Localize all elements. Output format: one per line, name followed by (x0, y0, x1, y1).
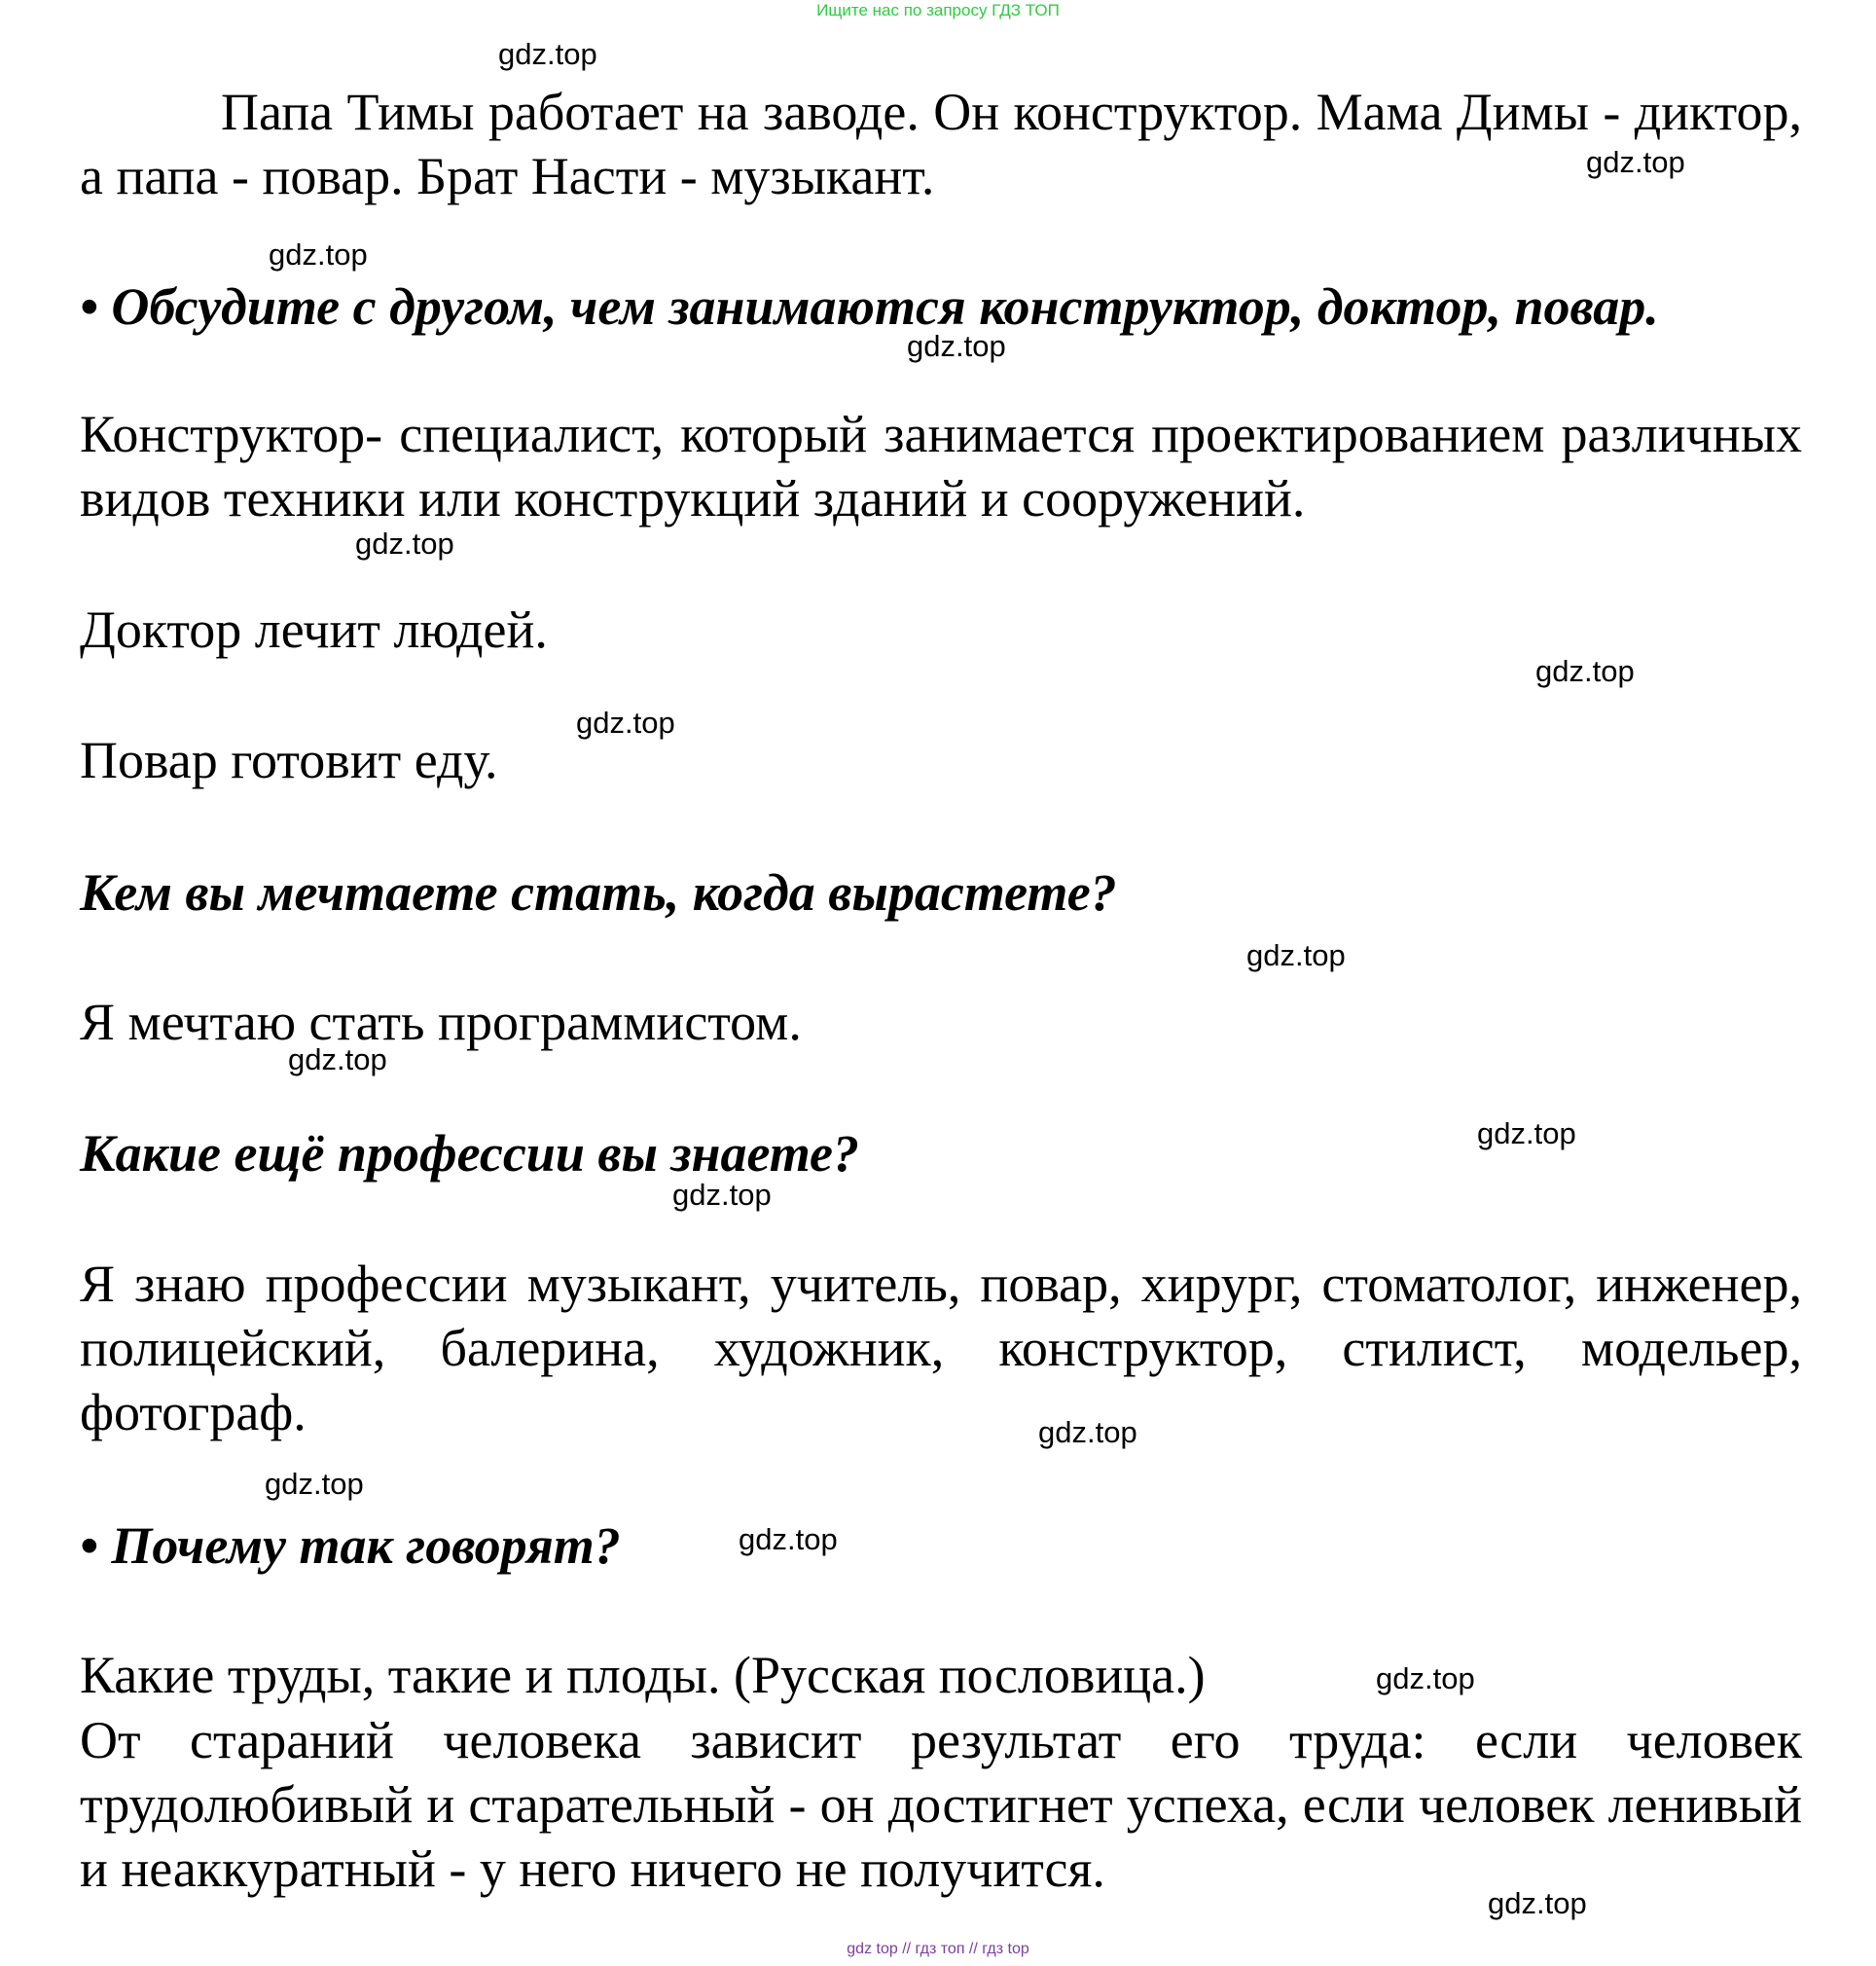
watermark: gdz.top (1477, 1116, 1576, 1150)
watermark: gdz.top (739, 1522, 838, 1556)
answer-cook: Повар готовит еду. (80, 731, 498, 789)
watermark: gdz.top (1488, 1886, 1587, 1920)
question-why: • Почему так говорят? (80, 1516, 621, 1575)
intro-paragraph: Папа Тимы работает на заводе. Он конструктор. Мама Димы - диктор, а папа - повар. Брат Насти - музыкант. (80, 83, 1802, 205)
watermark: gdz.top (498, 37, 597, 71)
top-banner: Ищите нас по запросу ГДЗ ТОП (816, 1, 1060, 19)
watermark: gdz.top (672, 1178, 772, 1212)
watermark: gdz.top (1038, 1415, 1137, 1449)
proverb-explanation: От стараний человека зависит результат его труда: если человек трудолюбивый и старательный - он достигнет успеха, если человек ленивый и неаккуратный - у него ничего не получится. (80, 1711, 1802, 1898)
question-discuss: • Обсудите с другом, чем занимаются конструктор, доктор, повар. (80, 277, 1659, 336)
watermark: gdz.top (355, 527, 454, 561)
watermark: gdz.top (1535, 654, 1635, 688)
watermark: gdz.top (269, 237, 368, 272)
answer-constructor: Конструктор- специалист, который занимается проектированием различных видов техники или конструкций зданий и сооружений. (80, 405, 1802, 528)
question-professions: Какие ещё профессии вы знаете? (80, 1124, 860, 1183)
watermark: gdz.top (1246, 938, 1346, 972)
watermark: gdz.top (1586, 145, 1685, 179)
question-dream: Кем вы мечтаете стать, когда вырастете? (80, 863, 1117, 922)
answer-dream: Я мечтаю стать программистом. (80, 993, 802, 1051)
answer-professions: Я знаю профессии музыкант, учитель, повар, хирург, стоматолог, инженер, полицейский, балерина, художник, конструктор, стилист, модельер, фотограф. (80, 1255, 1802, 1441)
proverb: Какие труды, такие и плоды. (Русская пословица.) (80, 1646, 1206, 1704)
watermark: gdz.top (576, 706, 675, 740)
watermark: gdz.top (265, 1467, 364, 1501)
bottom-banner: gdz top // гдз топ // гдз top (847, 1941, 1029, 1957)
watermark: gdz.top (288, 1042, 387, 1076)
watermark: gdz.top (907, 329, 1006, 363)
answer-doctor: Доктор лечит людей. (80, 601, 548, 659)
watermark: gdz.top (1376, 1661, 1475, 1695)
